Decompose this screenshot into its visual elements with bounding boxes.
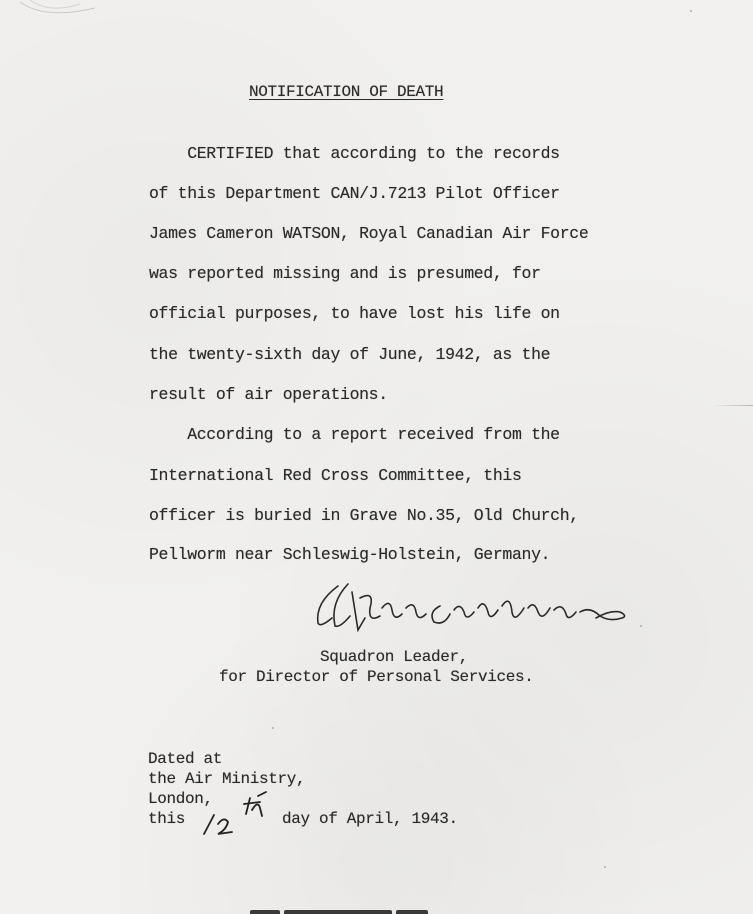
- paragraph1-line: James Cameron WATSON, Royal Canadian Air Force: [149, 224, 589, 243]
- paragraph2-line: officer is buried in Grave No.35, Old Church,: [149, 506, 579, 525]
- speck: [272, 727, 274, 729]
- dated-day-suffix: day of April, 1943.: [282, 810, 458, 828]
- paper-fold-mark: [713, 405, 753, 406]
- paragraph1-line: CERTIFIED that according to the records: [149, 144, 560, 163]
- paragraph1-line: result of air operations.: [149, 385, 388, 404]
- dated-city-line: London,: [148, 790, 213, 808]
- speck: [690, 10, 692, 12]
- paragraph2-line: Pellworm near Schleswig-Holstein, Germany.: [149, 545, 551, 564]
- signatory-office: for Director of Personal Services.: [219, 668, 534, 686]
- dated-at-line: Dated at: [148, 750, 223, 768]
- scan-edge-strip: [396, 910, 428, 914]
- handwritten-day-number: [200, 790, 280, 840]
- scan-artifact: [0, 0, 120, 25]
- signatory-rank: Squadron Leader,: [320, 648, 469, 666]
- paragraph2-line: International Red Cross Committee, this: [149, 466, 522, 485]
- dated-location-line: the Air Ministry,: [148, 770, 306, 788]
- scan-edge-strip: [284, 910, 392, 914]
- paragraph2-line: According to a report received from the: [149, 425, 560, 444]
- paragraph1-line: official purposes, to have lost his life on: [149, 304, 560, 323]
- dated-day-prefix: this: [148, 810, 186, 828]
- handwritten-signature: [310, 578, 640, 638]
- speck: [640, 625, 642, 627]
- scan-edge-strip: [250, 910, 280, 914]
- document-title: NOTIFICATION OF DEATH: [249, 83, 444, 101]
- paragraph1-line: the twenty-sixth day of June, 1942, as the: [149, 345, 551, 364]
- paragraph1-line: was reported missing and is presumed, for: [149, 264, 541, 283]
- speck: [604, 866, 606, 868]
- paragraph1-line: of this Department CAN/J.7213 Pilot Officer: [149, 184, 560, 203]
